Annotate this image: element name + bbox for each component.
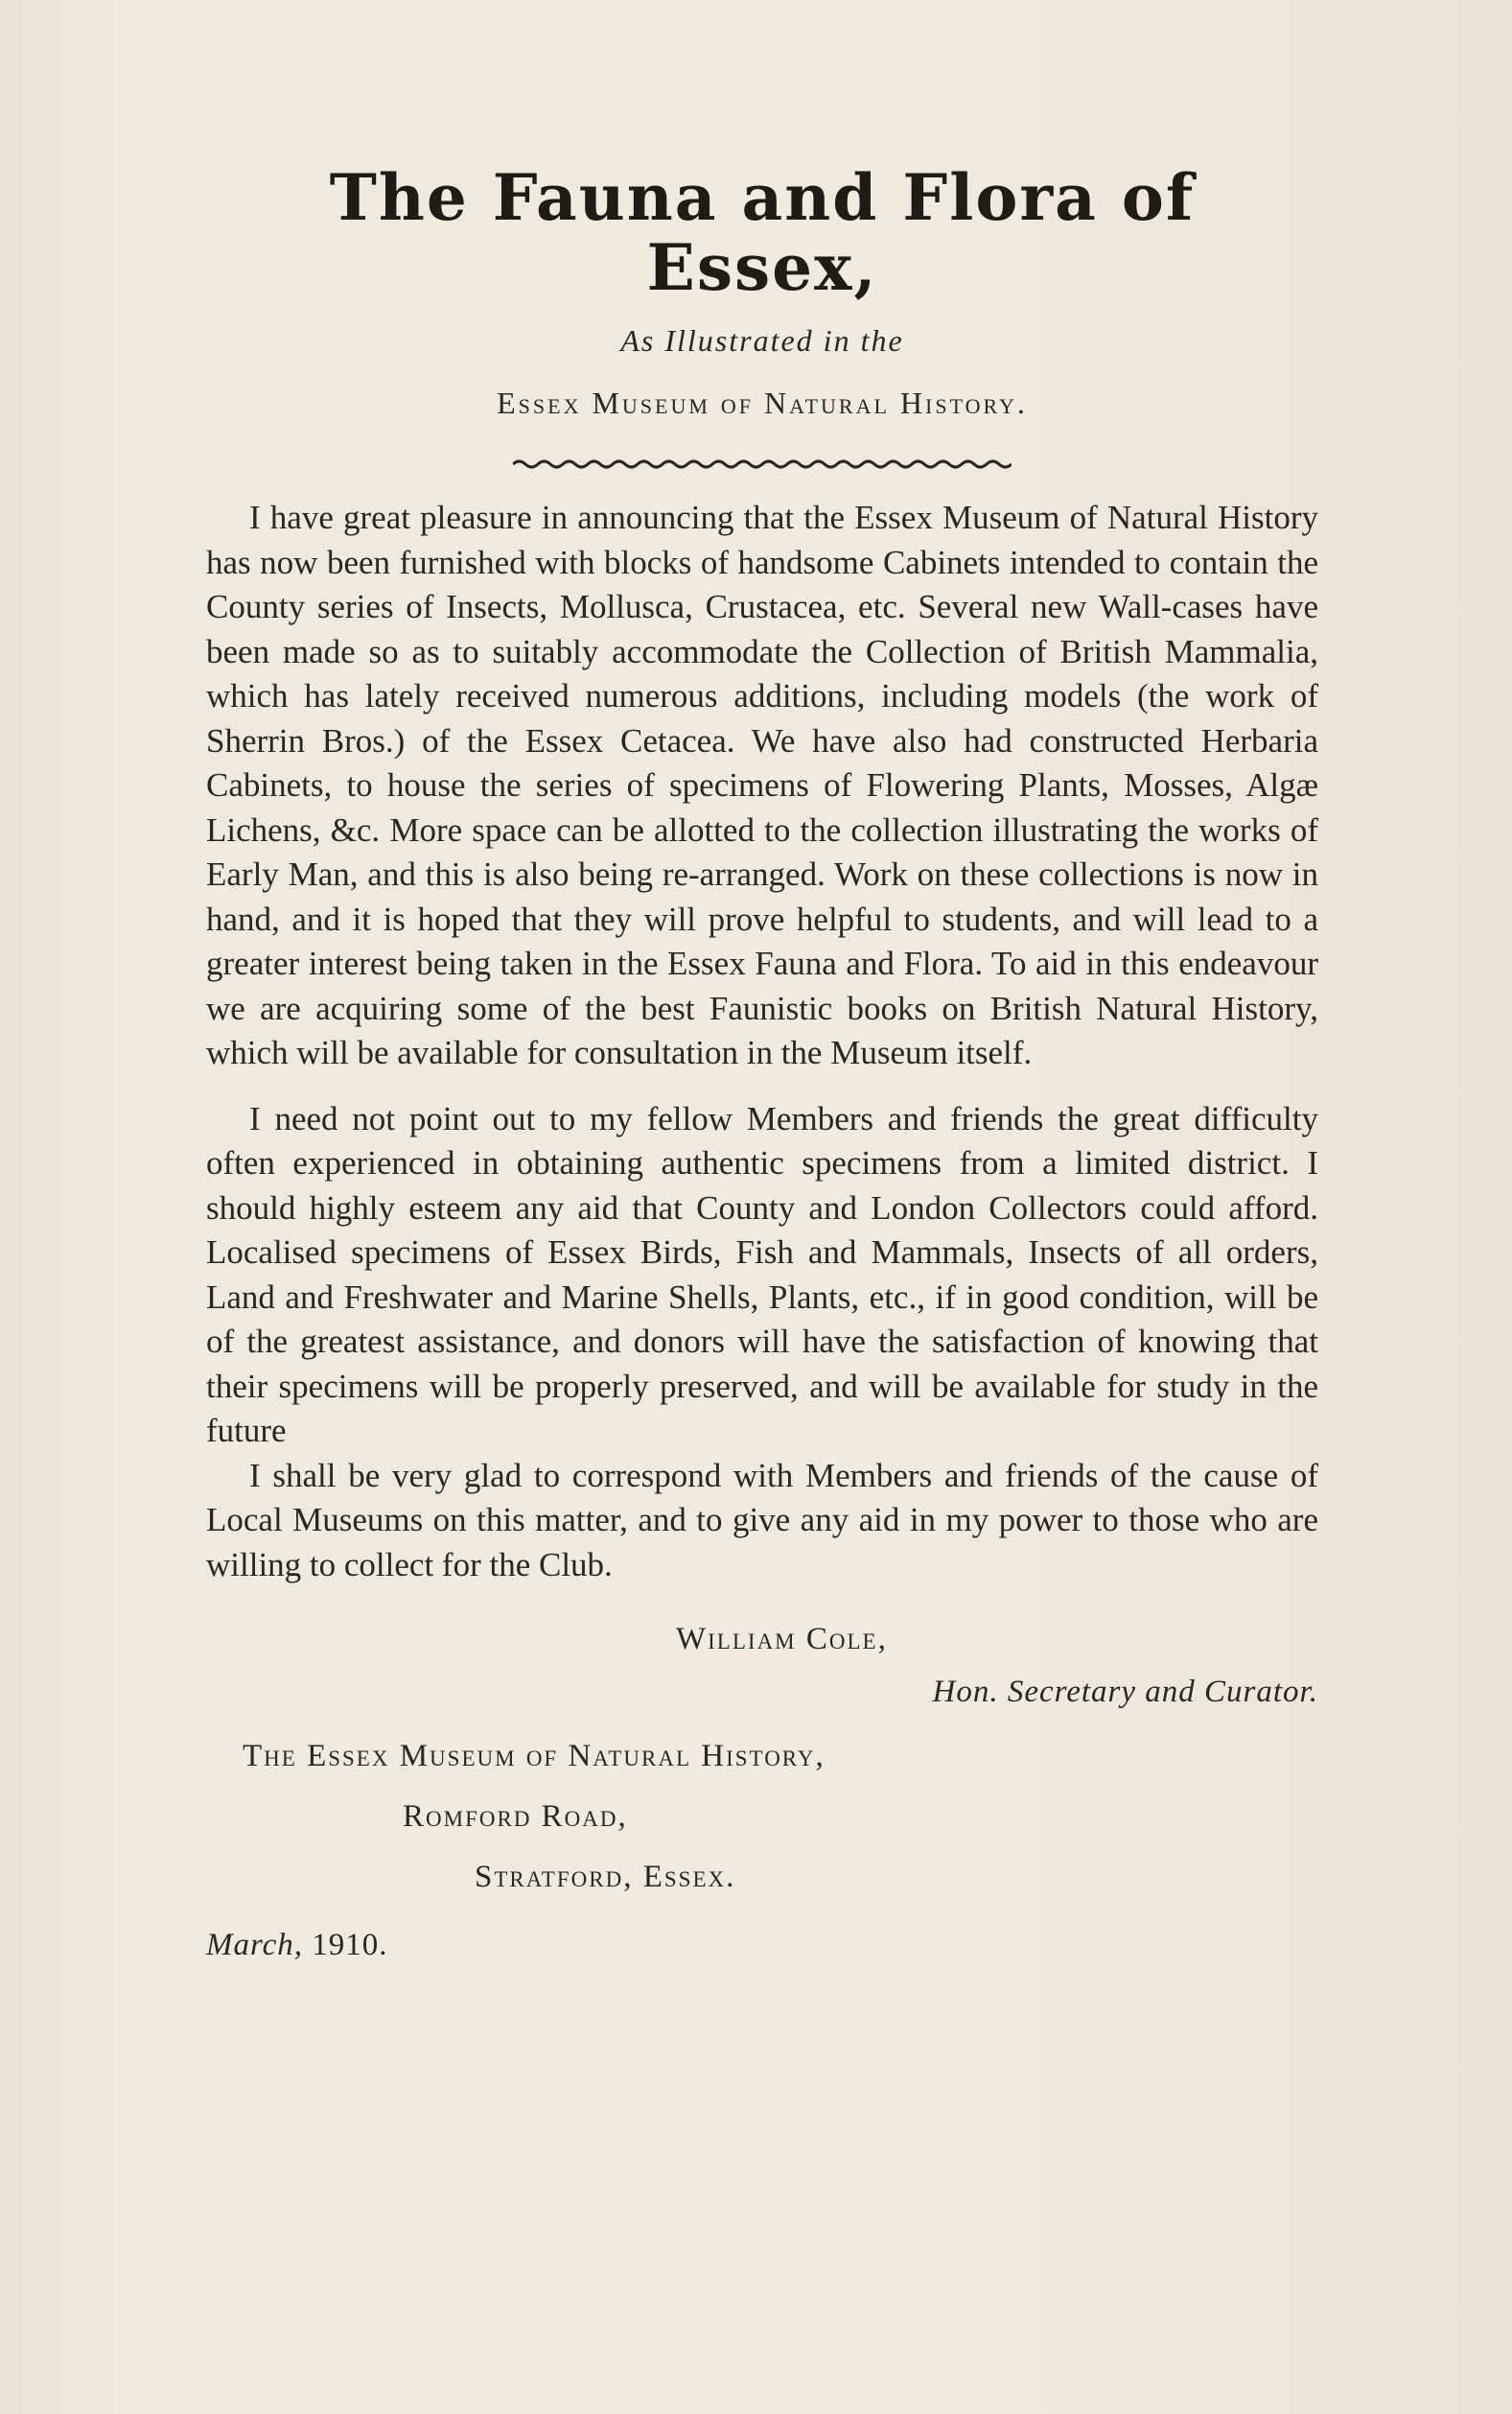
date-line — [206, 1928, 1318, 1963]
signature-block — [206, 1622, 1318, 1710]
date-month: March, — [206, 1928, 304, 1963]
address-line-3: Stratford, Essex. — [475, 1860, 736, 1895]
signatory-title: Hon. Secretary and Curator. — [932, 1675, 1318, 1710]
body-paragraph-2: I need not point out to my fellow Members and friends the great difficulty often experienced in obtaining authentic specimens from a limited district. I should highly esteem any aid that County and London Collectors could afford. Localised specimens of Essex Birds, Fish and Mammals, Insects of all orders, Land and Freshwater and Marine Shells, Plants, etc., if in good condition, will be of the greatest assistance, and donors will have the satisfaction of knowing that their specimens will be properly preserved, and will be available for study in the future — [206, 1099, 1318, 1450]
museum-heading: Essex Museum of Natural History. — [497, 386, 1028, 421]
date-year: 1910. — [312, 1928, 388, 1963]
wavy-divider — [513, 457, 1012, 471]
address-line-2: Romford Road, — [403, 1799, 628, 1835]
address-line-1: The Essex Museum of Natural History, — [243, 1739, 826, 1774]
document-content — [206, 160, 1318, 1963]
body-paragraph-1: I have great pleasure in announcing that the Essex Museum of Natural History has now been furnished with blocks of handsome Cabinets intended to contain the County series of Insects, Mollusca, Crustacea, etc. Several new Wall-cases have been made so as to suitably accommodate the Collection of British Mammalia, which has lately received numerous additions, including models (the work of Sherrin Bros.) of the Essex Cetacea. We have also had constructed Herbaria Cabinets, to house the series of specimens of Flowering Plants, Mosses, Algæ Lichens, &c. More space can be allotted to the collection illustrating the works of Early Man, and this is also being re-arranged. Work on these collections is now in hand, and it is hoped that they will prove helpful to students, and will lead to a greater interest being taken in the Essex Fauna and Flora. To aid in this endeavour we are acquiring some of the best Faunistic books on British Natural History, which will be available for consultation in the Museum itself. — [206, 499, 1318, 1072]
address-block — [206, 1739, 1318, 1895]
signatory-name: William Cole, — [676, 1622, 888, 1657]
document-subtitle: As Illustrated in the — [620, 323, 904, 359]
body-paragraph-3: I shall be very glad to correspond with Members and friends of the cause of Local Museums on this matter, and to give any aid in my power to those who are willing to collect for the Club. — [206, 1456, 1318, 1583]
document-title: The Fauna and Flora of Essex, — [329, 160, 1196, 305]
